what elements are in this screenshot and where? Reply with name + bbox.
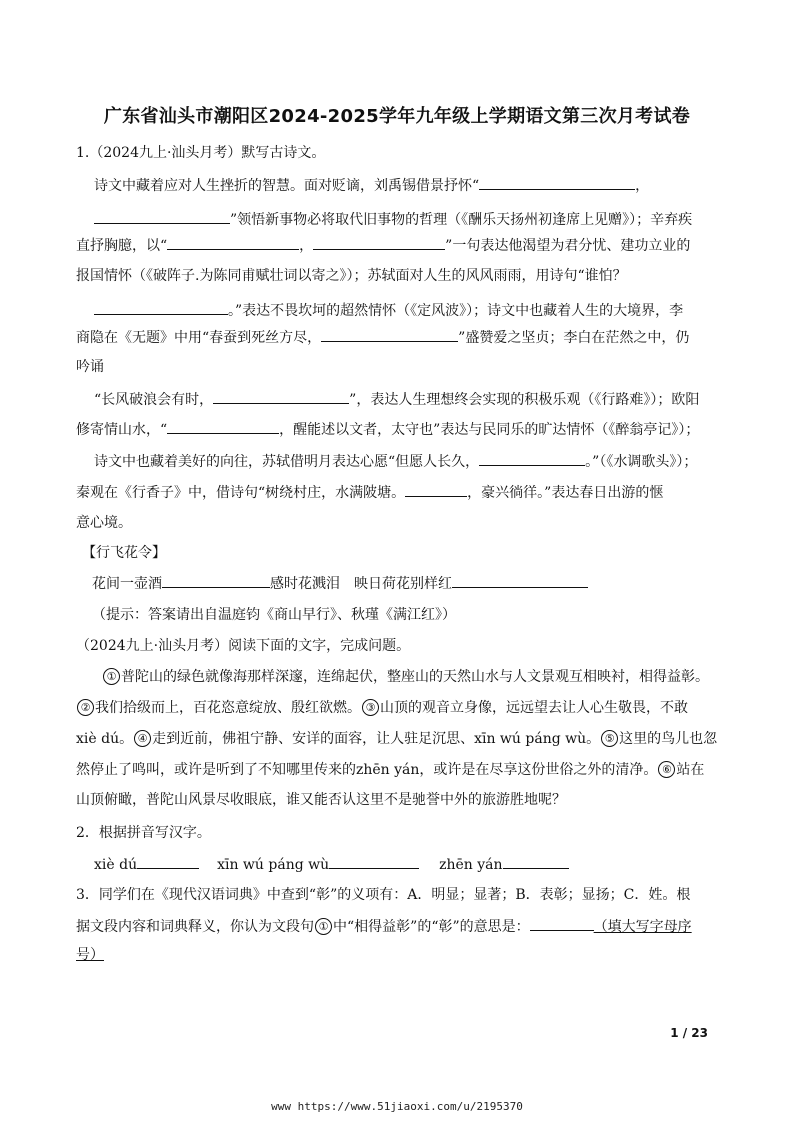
answer-blank[interactable] [405,482,467,497]
q1-hint: （提示：答案请出自温庭钧《商山早行》、秋瑾《满江红》） [92,607,456,623]
reading-header: （2024九上·汕头月考）阅读下面的文字，完成问题。 [76,638,411,654]
answer-blank[interactable] [94,300,228,315]
q1-line-4: 报国情怀（《破阵子.为陈同甫赋壮词以寄之》）；苏轼面对人生的风风雨雨，用诗句“谁怕？ [76,268,627,284]
passage-line-1: ① 普陀山的绿色就像海那样深邃，连绵起伏，整座山的天然山水与人文景观互相映衬，相得益彰。 [102,667,709,687]
answer-blank[interactable] [452,573,588,588]
answer-blank[interactable] [313,235,445,250]
q1-line-5: 。”表达不畏坎坷的超然情怀（《定风波》）；诗文中也藏着人生的大境界，李 [94,300,683,321]
page-number: 1 / 23 [670,1026,708,1040]
answer-blank[interactable] [479,451,585,466]
answer-blank[interactable] [321,327,458,342]
passage-line-4: 然停止了鸣叫，或许是听到了不知哪里传来的zhēn yán，或许是在尽享这份世俗之外的清净。 ⑥ 站在 [76,762,705,778]
q1-line-6: 商隐在《无题》中用“春蚕到死丝方尽， ”盛赞爱之坚贞；李白在茫然之中，仍 [76,327,689,348]
document-title: 广东省汕头市潮阳区2024-2025学年九年级上学期语文第三次月考试卷 [103,106,691,127]
passage-line-2: ② 我们拾级而上，百花恣意绽放、殷红欲燃。 ③ 山顶的观音立身像，远远望去让人心生敬畏，不敢 [76,698,688,718]
xfhl-title: 【行飞花令】 [82,545,166,561]
answer-blank[interactable] [94,209,230,224]
q1-line-8: “长风破浪会有时， ”，表达人生理想终会实现的积极乐观（《行路难》）；欧阳 [94,389,699,410]
q1-line-2: ”领悟新事物必将取代旧事物的哲理（《酬乐天扬州初逢席上见赠》）；辛弃疾 [94,209,692,230]
answer-blank[interactable] [167,419,279,434]
answer-blank[interactable] [503,854,569,869]
q1-header: 1.（2024九上·汕头月考）默写古诗文。 [76,145,326,161]
q2-header: 2．根据拼音写汉字。 [76,825,211,841]
answer-blank[interactable] [167,235,299,250]
answer-blank[interactable] [137,854,199,869]
passage-line-3: xiè dú。 ④ 走到近前，佛祖宁静、安详的面容，让人驻足沉思、xīn wú páng wù。 ⑤ 这里的鸟儿也忽 [76,731,718,747]
q3-line-1: 3．同学们在《现代汉语词典》中查到“彰”的义项有：A．明显；显著；B．表彰；显扬；C．姓。根 [76,887,691,903]
footer-url[interactable]: www https://www.51jiaoxi.com/u/2195370 [271,1100,523,1113]
xfhl-line: 花间一壶酒 感时花溅泪 映日荷花别样红 [92,573,588,594]
q1-line-10: 诗文中也藏着美好的向往，苏轼借明月表达心愿“但愿人长久， 。”（《水调歌头》）； [94,451,697,472]
answer-blank[interactable] [162,573,270,588]
q2-pinyin-line: xiè dú xīn wú páng wù zhēn yán [94,854,569,875]
q1-line-7: 吟诵 [76,359,104,375]
answer-blank[interactable] [479,175,635,190]
q1-line-1: 诗文中藏着应对人生挫折的智慧。面对贬谪，刘禹锡借景抒怀“ ， [94,175,649,196]
q1-line-11: 秦观在《行香子》中，借诗句“树绕村庄，水满陂塘。 ，豪兴徜徉。”表达春日出游的惬 [76,482,663,503]
q1-line-3: 直抒胸臆，以“ ， ”一句表达他渴望为君分忧、建功立业的 [76,235,690,256]
answer-blank[interactable] [329,854,419,869]
answer-blank[interactable] [213,389,349,404]
passage-line-5: 山顶俯瞰，普陀山风景尽收眼底，谁又能否认这里不是驰誉中外的旅游胜地呢？ [76,792,566,808]
answer-blank[interactable] [530,916,594,931]
q3-line-3: 号） [76,947,104,963]
q3-line-2: 据文段内容和词典释义，你认为文段句 ① 中“相得益彰”的“彰”的意思是： （填大写字母序 [76,916,692,937]
q1-line-12: 意心境。 [76,515,132,531]
q1-line-9: 修寄情山水，“ ，醒能述以文者，太守也”表达与民同乐的旷达情怀（《醉翁亭记》）； [76,419,699,440]
